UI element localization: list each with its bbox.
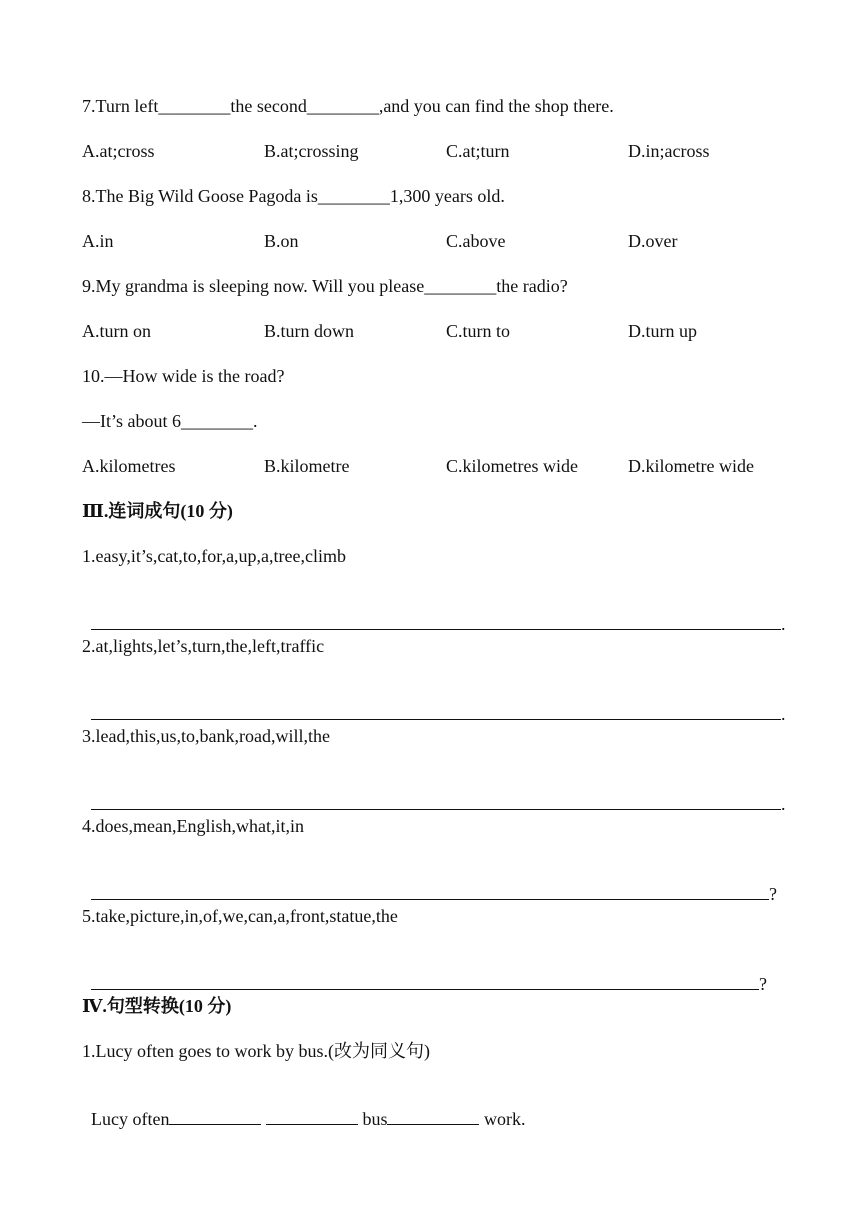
s3-item-1-words: 1.easy,it’s,cat,to,for,a,up,a,tree,climb (82, 546, 347, 566)
q8-option-d: D.over (628, 231, 678, 251)
answer-blank[interactable] (91, 702, 781, 720)
q9-option-b: B.turn down (264, 321, 354, 341)
q7-option-d: D.in;across (628, 141, 710, 161)
s3-item-2-words: 2.at,lights,let’s,turn,the,left,traffic (82, 636, 325, 656)
answer-text-3: work. (483, 1109, 526, 1129)
q10-option-c: C.kilometres wide (446, 456, 578, 476)
end-punct: ? (759, 974, 767, 994)
q8-option-b: B.on (264, 231, 299, 251)
q7-option-a: A.at;cross (82, 141, 155, 161)
q7-option-c: C.at;turn (446, 141, 510, 161)
answer-blank[interactable] (91, 972, 759, 990)
q7-option-b: B.at;crossing (264, 141, 359, 161)
question-7: 7.Turn left________the second________,and you can find the shop there. (82, 96, 614, 116)
s3-item-4-words: 4.does,mean,English,what,it,in (82, 816, 304, 836)
q9-option-a: A.turn on (82, 321, 151, 341)
question-8: 8.The Big Wild Goose Pagoda is________1,300 years old. (82, 186, 505, 206)
q10-option-d: D.kilometre wide (628, 456, 754, 476)
answer-text-1: Lucy often (91, 1109, 170, 1129)
answer-blank[interactable] (91, 792, 781, 810)
question-9: 9.My grandma is sleeping now. Will you please________the radio? (82, 276, 568, 296)
s3-item-4-answer-line[interactable] (82, 860, 777, 905)
q9-option-c: C.turn to (446, 321, 511, 341)
end-punct: . (781, 614, 786, 634)
s4-question-1: 1.Lucy often goes to work by bus.(改为同义句) (82, 1041, 430, 1061)
s3-item-1-answer-line[interactable] (82, 590, 786, 635)
answer-blank-1[interactable] (169, 1107, 261, 1125)
q10-option-b: B.kilometre (264, 456, 350, 476)
question-10: 10.—How wide is the road? (82, 366, 285, 386)
s3-item-2-answer-line[interactable] (82, 680, 786, 725)
section-3-heading: Ⅲ.连词成句(10 分) (82, 501, 233, 521)
q8-option-a: A.in (82, 231, 114, 251)
q8-option-c: C.above (446, 231, 506, 251)
s3-item-3-answer-line[interactable] (82, 770, 786, 815)
end-punct: . (781, 794, 786, 814)
answer-blank[interactable] (91, 612, 781, 630)
s3-item-5-answer-line[interactable] (82, 950, 767, 995)
section-4-heading: Ⅳ.句型转换(10 分) (82, 996, 232, 1016)
answer-blank[interactable] (91, 882, 769, 900)
q9-option-d: D.turn up (628, 321, 697, 341)
question-10-reply: —It’s about 6________. (82, 411, 258, 431)
s4-answer-1 (82, 1085, 525, 1130)
q10-option-a: A.kilometres (82, 456, 176, 476)
s3-item-5-words: 5.take,picture,in,of,we,can,a,front,statue,the (82, 906, 398, 926)
s3-item-3-words: 3.lead,this,us,to,bank,road,will,the (82, 726, 330, 746)
answer-blank-3[interactable] (387, 1107, 479, 1125)
end-punct: . (781, 704, 786, 724)
answer-blank-2[interactable] (266, 1107, 358, 1125)
end-punct: ? (769, 884, 777, 904)
answer-text-2: bus (362, 1109, 388, 1129)
